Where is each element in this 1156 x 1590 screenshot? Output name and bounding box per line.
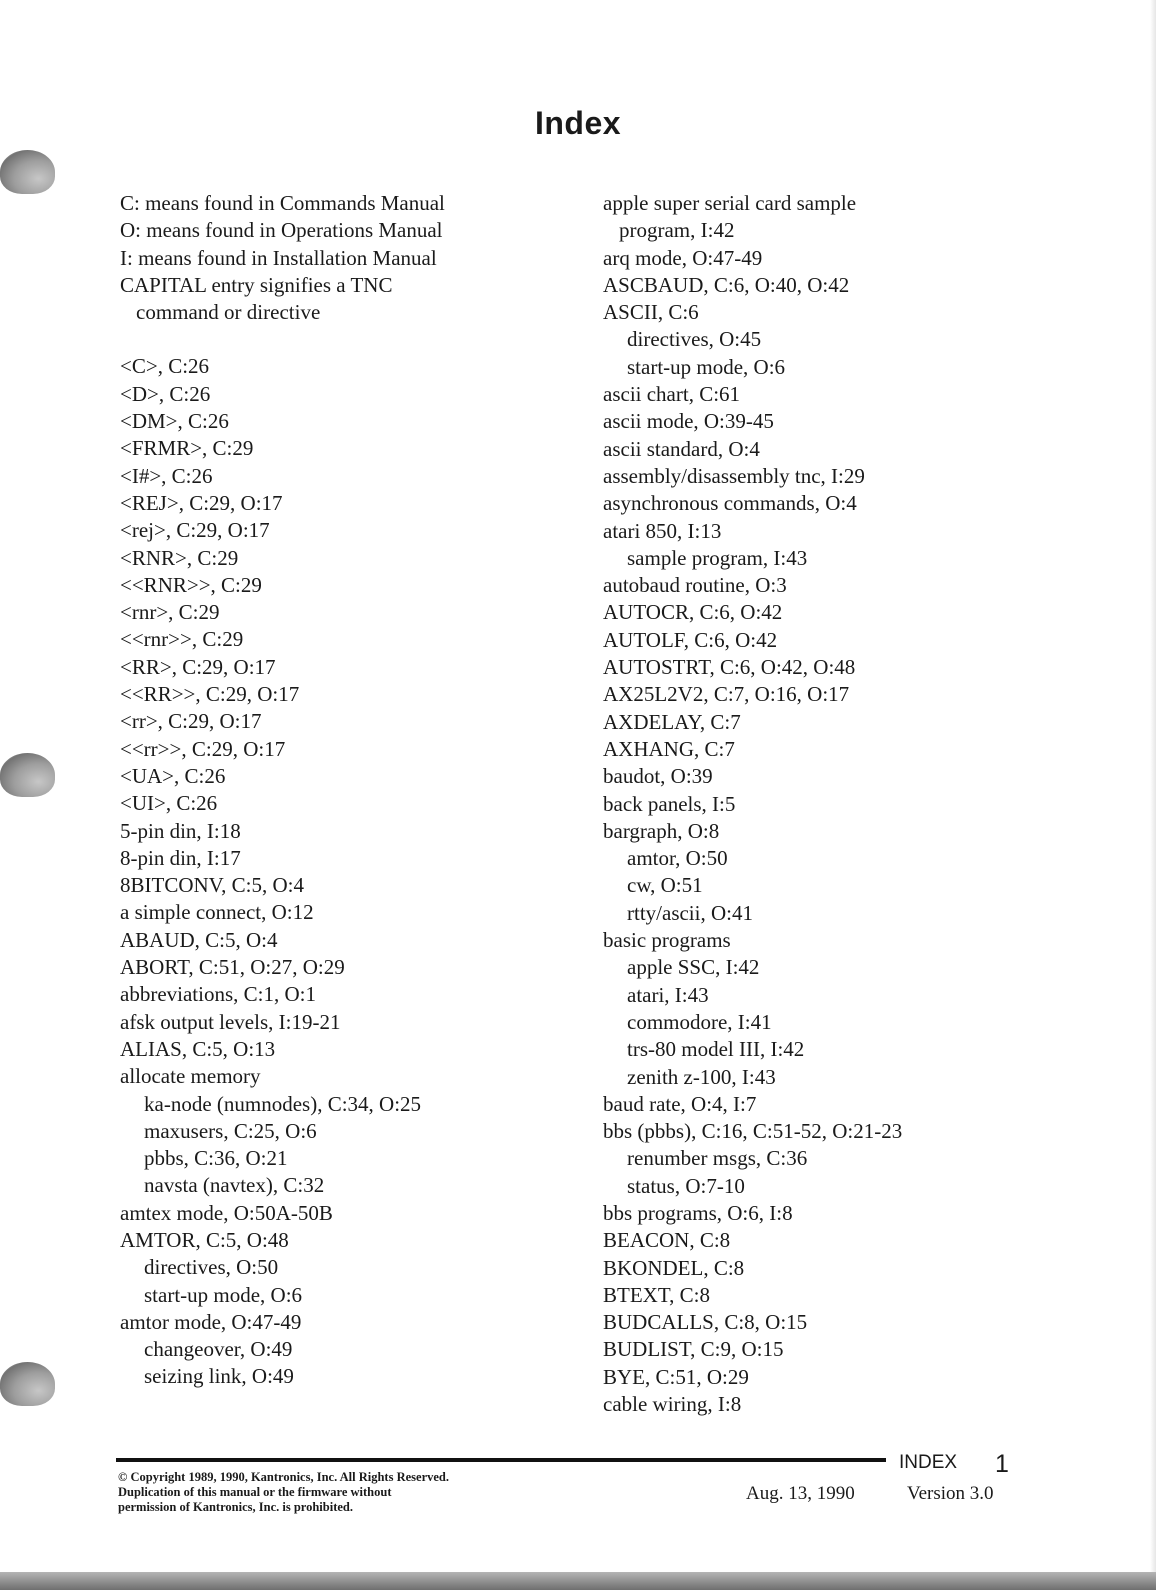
index-entry: ABAUD, C:5, O:4: [120, 927, 278, 952]
index-entry: assembly/disassembly tnc, I:29: [603, 463, 865, 488]
index-entry: <FRMR>, C:29: [120, 436, 254, 461]
index-subentry: zenith z-100, I:43: [627, 1064, 776, 1089]
index-subentry: apple SSC, I:42: [627, 955, 760, 980]
index-entry: a simple connect, O:12: [120, 900, 314, 925]
footer-rule: [116, 1458, 886, 1462]
index-entry: program, I:42: [619, 218, 735, 243]
index-entry: C: means found in Commands Manual: [120, 191, 445, 215]
scan-bottom-edge: [0, 1572, 1156, 1590]
index-entry: <D>, C:26: [120, 381, 211, 406]
index-entry: AUTOLF, C:6, O:42: [603, 627, 778, 652]
index-column-right: [603, 190, 1123, 1418]
index-entry: amtor mode, O:47-49: [120, 1309, 302, 1334]
index-subentry: renumber msgs, C:36: [627, 1146, 808, 1171]
index-entry: ASCBAUD, C:6, O:40, O:42: [603, 272, 850, 297]
index-subentry: sample program, I:43: [627, 545, 808, 570]
index-entry: <<RNR>>, C:29: [120, 572, 262, 597]
index-entry: basic programs: [603, 928, 731, 953]
index-entry: afsk output levels, I:19-21: [120, 1009, 341, 1034]
index-entry: <I#>, C:26: [120, 463, 213, 488]
index-entry: CAPITAL entry signifies a TNC: [120, 272, 393, 297]
index-entry: <<rr>>, C:29, O:17: [120, 736, 286, 761]
index-subentry: start-up mode, O:6: [144, 1282, 303, 1307]
index-subentry: maxusers, C:25, O:6: [144, 1118, 317, 1143]
index-entry: baud rate, O:4, I:7: [603, 1091, 757, 1116]
binder-punch-hole: [0, 150, 55, 194]
index-entry: back panels, I:5: [603, 791, 736, 816]
index-entry: AUTOCR, C:6, O:42: [603, 600, 783, 625]
copyright-line: Duplication of this manual or the firmware without: [118, 1485, 392, 1499]
index-entry: abbreviations, C:1, O:1: [120, 982, 316, 1007]
index-column-left: [120, 190, 560, 1391]
index-entry: asynchronous commands, O:4: [603, 491, 857, 516]
index-entry: ascii mode, O:39-45: [603, 409, 774, 434]
index-entry: BUDLIST, C:9, O:15: [603, 1337, 784, 1362]
index-subentry: commodore, I:41: [627, 1009, 772, 1034]
index-entry: bargraph, O:8: [603, 818, 720, 843]
page-edge-shadow: [1150, 0, 1156, 1590]
index-entry: ASCII, C:6: [603, 300, 699, 325]
index-entry: BEACON, C:8: [603, 1228, 731, 1253]
index-entry: <UI>, C:26: [120, 791, 218, 816]
index-entry: amtex mode, O:50A-50B: [120, 1200, 333, 1225]
index-entry: bbs (pbbs), C:16, C:51-52, O:21-23: [603, 1119, 903, 1144]
index-entry: AXDELAY, C:7: [603, 709, 741, 734]
index-entry: allocate memory: [120, 1064, 261, 1089]
index-entry: bbs programs, O:6, I:8: [603, 1200, 793, 1225]
index-entry: ascii standard, O:4: [603, 436, 760, 461]
index-entry: baudot, O:39: [603, 764, 713, 789]
index-entry: AUTOSTRT, C:6, O:42, O:48: [603, 655, 856, 680]
index-entry: <<rnr>>, C:29: [120, 627, 244, 652]
page-number: 1: [995, 1450, 1009, 1478]
version-label: Version 3.0: [907, 1483, 994, 1504]
index-subentry: ka-node (numnodes), C:34, O:25: [144, 1091, 422, 1116]
index-entry: <DM>, C:26: [120, 409, 229, 434]
index-entry: <REJ>, C:29, O:17: [120, 490, 283, 515]
index-entry: <rej>, C:29, O:17: [120, 518, 270, 543]
index-subentry: changeover, O:49: [144, 1337, 293, 1362]
index-entry: BKONDEL, C:8: [603, 1255, 745, 1280]
index-entry: <RR>, C:29, O:17: [120, 654, 276, 679]
index-entry: BTEXT, C:8: [603, 1282, 710, 1307]
index-subentry: trs-80 model III, I:42: [627, 1037, 805, 1062]
index-entry: I: means found in Installation Manual: [120, 245, 437, 270]
index-subentry: status, O:7-10: [627, 1173, 745, 1198]
page-title: Index: [534, 105, 622, 141]
index-subentry: atari, I:43: [627, 982, 709, 1007]
index-entry: <C>, C:26: [120, 354, 210, 379]
index-subentry: cw, O:51: [627, 873, 703, 898]
index-entry: <rnr>, C:29: [120, 600, 220, 625]
index-entry: BUDCALLS, C:8, O:15: [603, 1310, 808, 1335]
copyright-line: © Copyright 1989, 1990, Kantronics, Inc. All Rights Reserved.: [118, 1470, 449, 1484]
publication-date: Aug. 13, 1990: [746, 1483, 855, 1504]
index-entry: AMTOR, C:5, O:48: [120, 1227, 289, 1252]
index-entry: ABORT, C:51, O:27, O:29: [120, 955, 345, 980]
index-entry: AX25L2V2, C:7, O:16, O:17: [603, 682, 850, 707]
index-subentry: amtor, O:50: [627, 846, 728, 871]
index-entry: apple super serial card sample: [603, 191, 857, 215]
entry-spacer: [120, 326, 560, 353]
index-entry: O: means found in Operations Manual: [120, 218, 443, 243]
index-entry: BYE, C:51, O:29: [603, 1364, 749, 1389]
copyright-line: permission of Kantronics, Inc. is prohibited.: [118, 1500, 353, 1514]
index-entry: cable wiring, I:8: [603, 1392, 742, 1417]
index-entry: atari 850, I:13: [603, 518, 722, 543]
index-entry: 5-pin din, I:18: [120, 818, 241, 843]
binder-punch-hole: [0, 753, 55, 797]
index-entry: <<RR>>, C:29, O:17: [120, 682, 300, 707]
index-entry: ascii chart, C:61: [603, 382, 741, 407]
index-entry: ALIAS, C:5, O:13: [120, 1036, 276, 1061]
index-entry: 8BITCONV, C:5, O:4: [120, 873, 304, 898]
index-subentry: directives, O:45: [627, 327, 762, 352]
index-subentry: seizing link, O:49: [144, 1364, 294, 1389]
index-subentry: navsta (navtex), C:32: [144, 1173, 325, 1198]
footer-section-label: INDEX: [899, 1452, 958, 1473]
index-subentry: start-up mode, O:6: [627, 354, 786, 379]
binder-punch-hole: [0, 1362, 55, 1406]
index-entry: <UA>, C:26: [120, 763, 226, 788]
index-entry: arq mode, O:47-49: [603, 245, 763, 270]
index-entry: <RNR>, C:29: [120, 545, 239, 570]
copyright-notice: [118, 1470, 598, 1515]
index-entry: command or directive: [136, 300, 321, 325]
index-subentry: rtty/ascii, O:41: [627, 900, 753, 925]
index-entry: <rr>, C:29, O:17: [120, 709, 262, 734]
index-entry: autobaud routine, O:3: [603, 573, 787, 598]
index-entry: 8-pin din, I:17: [120, 845, 241, 870]
index-entry: AXHANG, C:7: [603, 736, 735, 761]
index-subentry: pbbs, C:36, O:21: [144, 1146, 288, 1171]
index-subentry: directives, O:50: [144, 1255, 279, 1280]
